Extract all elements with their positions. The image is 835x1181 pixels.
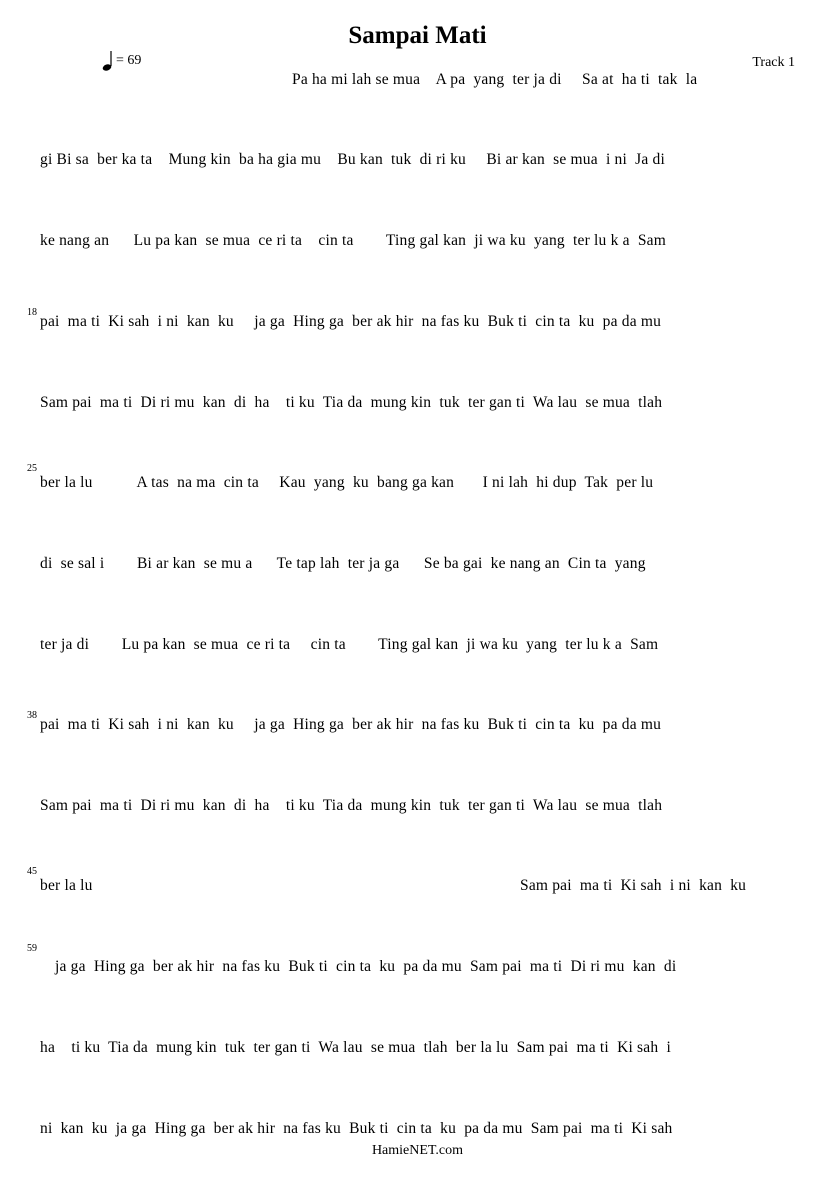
lyric-line-1: Pa ha mi lah se mua A pa yang ter ja di Sa at ha ti tak la [292, 71, 698, 88]
measure-number: 59 [27, 943, 37, 954]
lyric-line-12: Sam pai ma ti Ki sah i ni kan ku [520, 877, 747, 894]
lyric-line-13: ja ga Hing ga ber ak hir na fas ku Buk ti cin ta ku pa da mu Sam pai ma ti Di ri mu kan di [55, 958, 677, 975]
measure-number: 45 [27, 866, 37, 877]
footer-credit: HamieNET.com [371, 1143, 464, 1158]
tempo-marking [102, 50, 141, 72]
lyric-line-3: ke nang an Lu pa kan se mua ce ri ta cin ta Ting gal kan ji wa ku yang ter lu k a Sam [40, 232, 666, 249]
quarter-note-icon [102, 50, 114, 72]
lyric-line-8: ter ja di Lu pa kan se mua ce ri ta cin ta Ting gal kan ji wa ku yang ter lu k a Sam [40, 636, 659, 653]
lyric-line-2: gi Bi sa ber ka ta Mung kin ba ha gia mu Bu kan tuk di ri ku Bi ar kan se mua i ni Ja di [40, 151, 665, 168]
track-label: Track 1 [752, 55, 795, 70]
lyric-line-4: pai ma ti Ki sah i ni kan ku ja ga Hing ga ber ak hir na fas ku Buk ti cin ta ku pa da mu [40, 313, 662, 330]
lyric-line-6: ber la lu A tas na ma cin ta Kau yang ku bang ga kan I ni lah hi dup Tak per lu [40, 474, 654, 491]
lyric-line-9: pai ma ti Ki sah i ni kan ku ja ga Hing ga ber ak hir na fas ku Buk ti cin ta ku pa da mu [40, 716, 662, 733]
tempo-value: = 69 [116, 53, 142, 68]
measure-number: 18 [27, 307, 37, 318]
lyric-line-11: ber la lu [40, 877, 93, 894]
measure-number: 38 [27, 710, 37, 721]
lyric-line-5: Sam pai ma ti Di ri mu kan di ha ti ku Tia da mung kin tuk ter gan ti Wa lau se mua tlah [40, 394, 663, 411]
lyric-line-14: ha ti ku Tia da mung kin tuk ter gan ti Wa lau se mua tlah ber la lu Sam pai ma ti Ki sah i [40, 1039, 671, 1056]
lyric-line-7: di se sal i Bi ar kan se mu a Te tap lah ter ja ga Se ba gai ke nang an Cin ta yang [40, 555, 646, 572]
measure-number: 25 [27, 463, 37, 474]
page-title: Sampai Mati [348, 22, 487, 49]
lyric-line-15: ni kan ku ja ga Hing ga ber ak hir na fas ku Buk ti cin ta ku pa da mu Sam pai ma ti Ki sah [40, 1120, 673, 1137]
lyric-line-10: Sam pai ma ti Di ri mu kan di ha ti ku Tia da mung kin tuk ter gan ti Wa lau se mua tlah [40, 797, 663, 814]
